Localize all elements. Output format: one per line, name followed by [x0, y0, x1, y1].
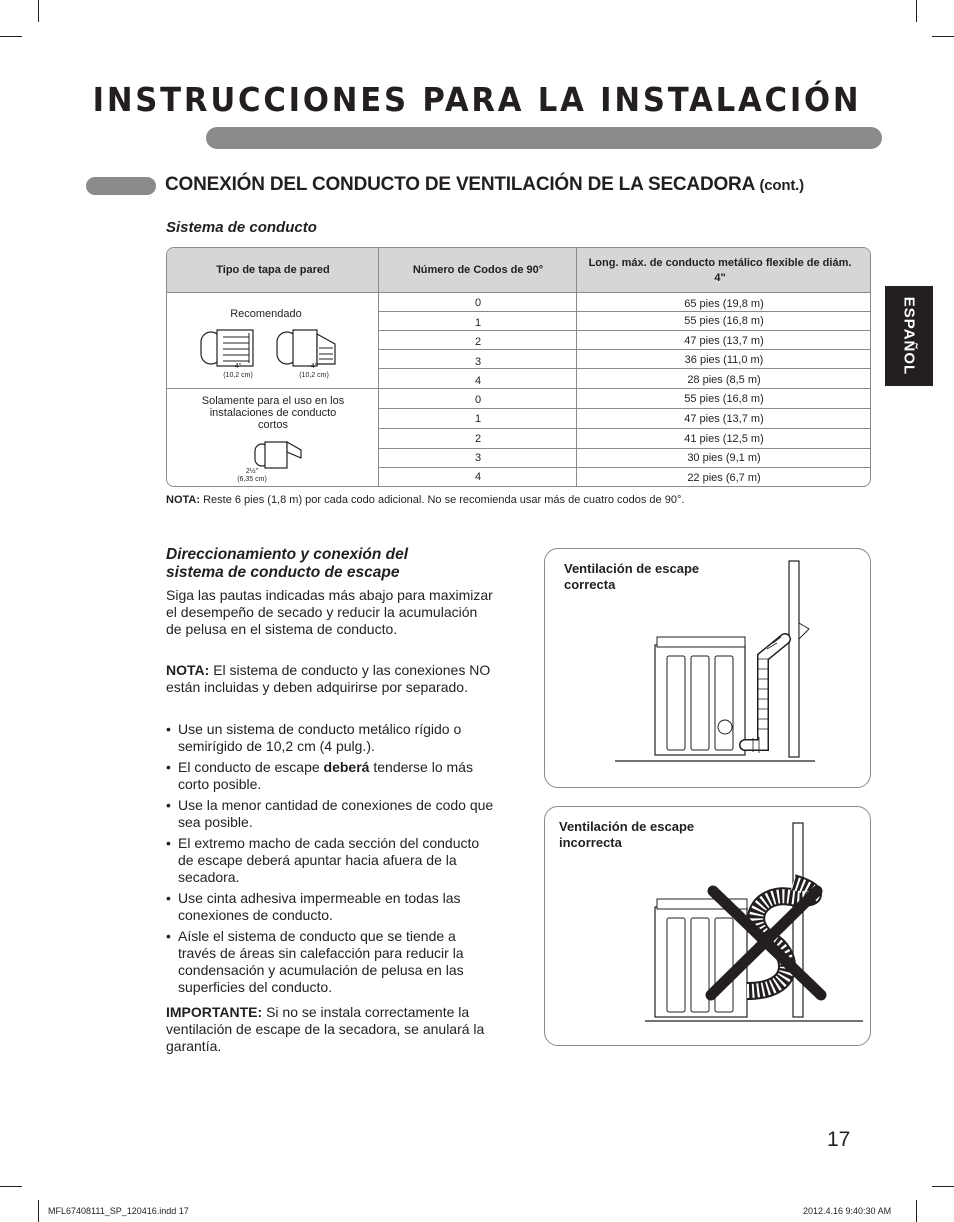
title-bar: [206, 127, 882, 149]
exhaust-note: [166, 662, 496, 696]
table-row-line: [378, 368, 871, 369]
list-item: • Use cinta adhesiva impermeable en todas las conexiones de conducto.: [166, 890, 496, 924]
table-cell-length: 22 pies (6,7 m): [687, 472, 761, 484]
table-row-line: [378, 428, 871, 429]
dimension-label: 4": [234, 363, 242, 370]
dimension-label: (10,2 cm): [299, 372, 329, 379]
crop-mark: [38, 1200, 39, 1222]
table-cell-length: 36 pies (11,0 m): [684, 354, 764, 366]
table-cell-length: 41 pies (12,5 m): [684, 433, 764, 445]
section-title: [165, 174, 804, 196]
list-item: [166, 759, 496, 793]
exhaust-note-text: El sistema de conducto y las conexiones NO están incluidas y deben adquirirse por separado.: [166, 662, 491, 695]
important-label: IMPORTANTE:: [166, 1004, 263, 1020]
crop-mark: [916, 0, 917, 22]
bullet-text: tenderse lo más corto posible.: [178, 759, 473, 792]
section-pill: [86, 177, 156, 195]
footer-timestamp: 2012.4.16 9:40:30 AM: [803, 1206, 892, 1216]
short-run-caption: Solamente para el uso en los instalaciones de conducto cortos: [201, 395, 345, 431]
correct-venting-label-line1: Ventilación de escape: [564, 561, 700, 576]
recommended-caption: Recomendado: [230, 308, 302, 320]
exhaust-heading-line2: sistema de conducto de escape: [166, 564, 400, 581]
table-cell-elbows: 0: [474, 297, 482, 309]
correct-venting-figure: [544, 548, 871, 788]
list-item: • Use un sistema de conducto metálico rígido o semirígido de 10,2 cm (4 pulg.).: [166, 721, 496, 755]
table-cell-length: 55 pies (16,8 m): [684, 393, 764, 405]
table-cell-length: 47 pies (13,7 m): [684, 413, 764, 425]
table-cell-length: 28 pies (8,5 m): [687, 374, 761, 386]
wall-cap-flap-icon: [253, 438, 305, 470]
crop-mark: [932, 1186, 954, 1187]
section-title-text: CONEXIÓN DEL CONDUCTO DE VENTILACIÓN DE LA SECADORA: [165, 174, 755, 195]
incorrect-venting-figure: [544, 806, 871, 1046]
exhaust-heading: [166, 546, 408, 582]
dimension-label: (6,35 cm): [237, 476, 267, 483]
table-divider: [167, 388, 871, 389]
table-cell-length: 65 pies (19,8 m): [684, 298, 764, 310]
table-cell-elbows: 3: [474, 356, 482, 368]
table-cell-elbows: 3: [474, 452, 482, 464]
table-cell-elbows: 1: [474, 317, 482, 329]
crop-mark: [38, 0, 39, 22]
dimension-label: 4": [310, 363, 318, 370]
bullet-bold: deberá: [323, 759, 370, 775]
language-tab-label: ESPAÑOL: [900, 296, 918, 376]
table-cell-elbows: 4: [474, 471, 482, 483]
table-header-max-length: Long. máx. de conducto metálico flexible de diám. 4": [588, 256, 852, 284]
crop-mark: [932, 36, 954, 37]
exhaust-intro: Siga las pautas indicadas más abajo para maximizar el desempeño de secado y reducir la acumulación de pelusa en el sistema de conducto.: [166, 587, 493, 637]
footer-file: MFL67408111_SP_120416.indd 17: [48, 1206, 189, 1216]
table-cell-elbows: 0: [474, 394, 482, 406]
crop-mark: [0, 36, 22, 37]
table-header-elbows: Número de Codos de 90°: [412, 264, 544, 276]
list-item: • Aísle el sistema de conducto que se tiende a través de áreas sin calefacción para reducir la condensación y acumulación de pelusa en las superficies del conducto.: [166, 928, 496, 996]
important-text: Si no se instala correctamente la ventilación de escape de la secadora, se anulará la garantía.: [166, 1004, 485, 1054]
list-item: • Use la menor cantidad de conexiones de codo que sea posible.: [166, 797, 496, 831]
table-cell-elbows: 4: [474, 375, 482, 387]
table-row-line: [378, 448, 871, 449]
incorrect-venting-label-line2: incorrecta: [559, 835, 622, 850]
exhaust-heading-line1: Direccionamiento y conexión del: [166, 546, 409, 563]
table-row-line: [378, 311, 871, 312]
table-note-text: Reste 6 pies (1,8 m) por cada codo adicional. No se recomienda usar más de cuatro codos de 90°.: [203, 494, 685, 506]
guideline-list: [166, 721, 496, 1000]
table-cell-elbows: 1: [474, 413, 482, 425]
duct-table: [166, 247, 871, 487]
table-subtitle: Sistema de conducto: [166, 219, 317, 236]
table-cell-length: 55 pies (16,8 m): [684, 315, 764, 327]
table-row-line: [378, 330, 871, 331]
list-item: • El extremo macho de cada sección del conducto de escape deberá apuntar hacia afuera de la secadora.: [166, 835, 496, 886]
table-header-cap-type: Tipo de tapa de pared: [216, 264, 330, 276]
correct-venting-label-line2: correcta: [564, 577, 616, 592]
crop-mark: [916, 1200, 917, 1222]
exhaust-note-label: NOTA:: [166, 662, 210, 678]
table-note: [166, 494, 684, 506]
table-row-line: [378, 408, 871, 409]
language-tab: [885, 286, 933, 386]
important-note: [166, 1004, 496, 1055]
table-row-line: [378, 349, 871, 350]
incorrect-venting-label-line1: Ventilación de escape: [559, 819, 695, 834]
page-number: 17: [827, 1128, 851, 1151]
dimension-label: (10,2 cm): [223, 372, 253, 379]
dryer-incorrect-illustration: [641, 821, 865, 1031]
page-title: INSTRUCCIONES PARA LA INSTALACIÓN: [92, 80, 862, 119]
table-cell-elbows: 2: [474, 336, 482, 348]
dimension-label: 2½": [245, 468, 259, 475]
table-note-label: NOTA:: [166, 494, 201, 506]
crop-mark: [0, 1186, 22, 1187]
dryer-correct-illustration: [615, 559, 865, 769]
section-title-cont: (cont.): [759, 177, 804, 194]
bullet-text: El conducto de escape: [178, 759, 320, 775]
table-cell-length: 30 pies (9,1 m): [687, 452, 761, 464]
table-cell-elbows: 2: [474, 433, 482, 445]
table-cell-length: 47 pies (13,7 m): [684, 335, 764, 347]
table-row-line: [378, 467, 871, 468]
